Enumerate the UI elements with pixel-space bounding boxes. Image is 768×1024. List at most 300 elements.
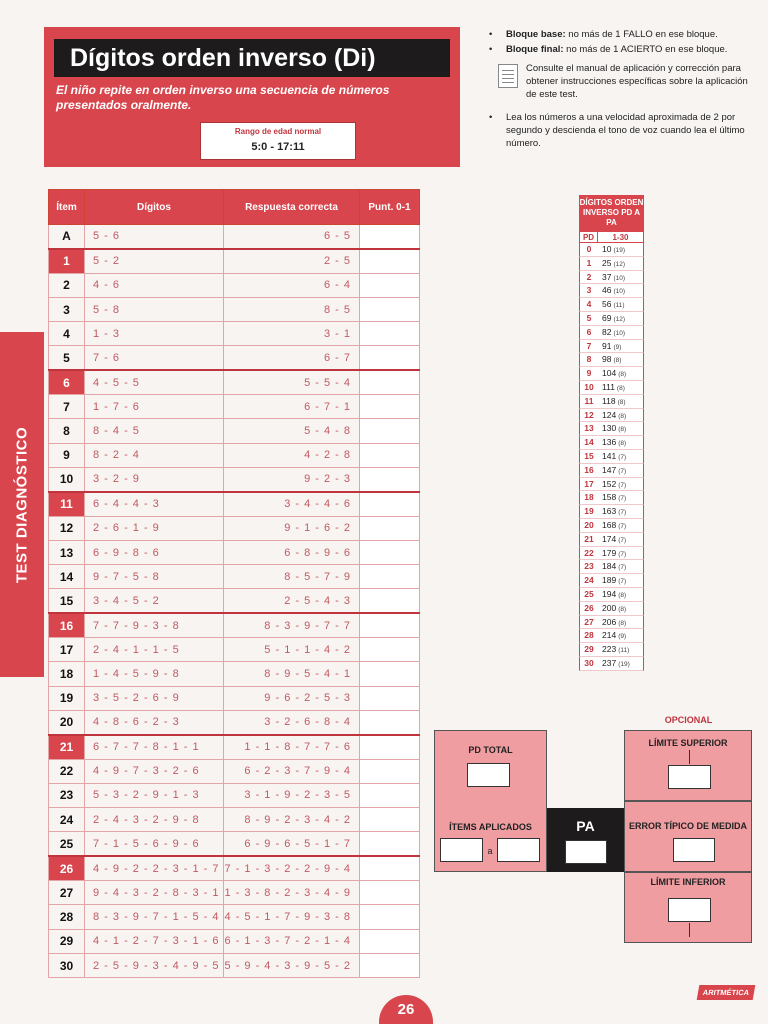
conversion-error: (7) — [618, 495, 627, 503]
conversion-pa: 189 — [602, 575, 617, 586]
conversion-row — [579, 326, 644, 340]
item-answer: 3 - 1 — [224, 322, 360, 346]
conversion-row — [579, 284, 644, 298]
conversion-error: (8) — [618, 605, 627, 613]
item-digits: 4 - 9 - 7 - 3 - 2 - 6 — [85, 759, 224, 783]
table-row — [49, 589, 420, 613]
item-score-field[interactable] — [360, 419, 420, 443]
conversion-pa-cell — [598, 450, 643, 463]
item-answer: 7 - 1 - 3 - 2 - 2 - 9 - 4 — [224, 856, 360, 880]
conversion-error: (8) — [618, 426, 627, 434]
item-answer: 9 - 2 - 3 — [224, 467, 360, 491]
limite-inferior-field[interactable] — [668, 898, 711, 922]
opcional-label: OPCIONAL — [664, 715, 713, 725]
table-row — [49, 419, 420, 443]
table-row — [49, 516, 420, 540]
pa-field[interactable] — [565, 840, 607, 864]
table-row — [49, 808, 420, 832]
conversion-pa: 124 — [602, 409, 617, 420]
conversion-row — [579, 574, 644, 588]
conversion-title: DÍGITOS ORDEN INVERSO PD A PA — [579, 195, 644, 231]
item-answer: 5 - 1 - 1 - 4 - 2 — [224, 638, 360, 662]
item-digits: 9 - 7 - 5 - 8 — [85, 565, 224, 589]
item-score-field[interactable] — [360, 249, 420, 273]
conversion-pd: 26 — [584, 602, 594, 613]
table-row — [49, 953, 420, 977]
page-title: Dígitos orden inverso (Di) — [54, 39, 450, 77]
item-score-field[interactable] — [360, 613, 420, 637]
table-row — [49, 881, 420, 905]
table-body — [49, 225, 420, 978]
table-row — [49, 273, 420, 297]
item-score-field[interactable] — [360, 467, 420, 491]
conversion-pd: 1 — [586, 257, 592, 268]
item-score-field[interactable] — [360, 589, 420, 613]
conversion-error: (7) — [618, 522, 627, 530]
conversion-pd: 25 — [584, 588, 594, 599]
item-number: 18 — [49, 662, 85, 686]
item-digits: 7 - 1 - 5 - 6 - 9 - 6 — [85, 832, 224, 856]
conversion-row — [579, 464, 644, 478]
note-manual — [486, 62, 756, 101]
conversion-pd: 15 — [584, 450, 594, 461]
item-score-field[interactable] — [360, 759, 420, 783]
conversion-pa-cell — [598, 560, 643, 573]
conversion-pd: 30 — [584, 657, 594, 668]
conversion-error: (8) — [618, 440, 627, 448]
item-answer: 6 - 1 - 3 - 7 - 2 - 1 - 4 — [224, 929, 360, 953]
conversion-row — [579, 353, 644, 367]
conversion-table — [579, 195, 644, 671]
item-score-field[interactable] — [360, 492, 420, 516]
item-number: 1 — [49, 249, 85, 273]
item-number: 7 — [49, 395, 85, 419]
item-score-field[interactable] — [360, 273, 420, 297]
item-digits: 9 - 4 - 3 - 2 - 8 - 3 - 1 — [85, 881, 224, 905]
conversion-pd: 20 — [584, 519, 594, 530]
item-digits: 5 - 6 — [85, 225, 224, 249]
conversion-pd: 3 — [586, 285, 592, 296]
table-row — [49, 492, 420, 516]
conversion-pd: 21 — [584, 533, 594, 544]
read-text: Lea los números a una velocidad aproximada de 2 por segundo y descienda el tono de voz cuando lea el último número. — [506, 112, 745, 149]
item-score-field[interactable] — [360, 686, 420, 710]
item-number: 4 — [49, 322, 85, 346]
conversion-error: (7) — [618, 453, 627, 461]
header-digits: Dígitos — [85, 190, 224, 225]
conversion-error: (12) — [613, 315, 626, 323]
conversion-row — [579, 505, 644, 519]
note-final — [486, 43, 756, 56]
item-score-field[interactable] — [360, 638, 420, 662]
conversion-row — [579, 243, 644, 257]
item-digits: 4 - 9 - 2 - 2 - 3 - 1 - 7 — [85, 856, 224, 880]
item-number: 10 — [49, 467, 85, 491]
item-number: 16 — [49, 613, 85, 637]
conversion-pd: 12 — [584, 409, 594, 420]
item-score-field[interactable] — [360, 565, 420, 589]
conversion-error: (19) — [613, 247, 626, 254]
conversion-row — [579, 629, 644, 643]
item-digits: 1 - 4 - 5 - 9 - 8 — [85, 662, 224, 686]
conversion-pa: 46 — [602, 285, 612, 296]
conversion-pa-cell — [598, 629, 643, 642]
items-from-field[interactable] — [440, 838, 483, 862]
table-row — [49, 905, 420, 929]
conversion-error: (8) — [618, 591, 627, 599]
item-score-field[interactable] — [360, 929, 420, 953]
item-score-field[interactable] — [360, 881, 420, 905]
items-aplicados-label: ÍTEMS APLICADOS — [449, 822, 532, 832]
item-answer: 6 - 2 - 3 - 7 - 9 - 4 — [224, 759, 360, 783]
conversion-row — [579, 312, 644, 326]
table-row — [49, 710, 420, 734]
pa-label: PA — [576, 818, 595, 834]
conversion-pa: 194 — [602, 588, 617, 599]
conversion-pa: 69 — [602, 312, 612, 323]
item-answer: 6 - 5 — [224, 225, 360, 249]
item-number: A — [49, 225, 85, 249]
table-row — [49, 322, 420, 346]
item-digits: 4 - 5 - 5 — [85, 370, 224, 394]
table-row — [49, 297, 420, 321]
instructions — [486, 28, 756, 152]
conversion-pa-cell — [598, 519, 643, 532]
conversion-row — [579, 547, 644, 561]
item-number: 3 — [49, 297, 85, 321]
table-row — [49, 783, 420, 807]
conversion-pa-cell — [598, 574, 643, 587]
item-answer: 3 - 4 - 4 - 6 — [224, 492, 360, 516]
table-row — [49, 856, 420, 880]
conversion-pa: 158 — [602, 492, 617, 503]
conversion-pa: 237 — [602, 657, 617, 668]
conversion-pa: 25 — [602, 257, 612, 268]
conversion-pa: 147 — [602, 464, 617, 475]
conversion-row — [579, 257, 644, 271]
item-number: 28 — [49, 905, 85, 929]
item-answer: 6 - 9 - 6 - 5 - 1 - 7 — [224, 832, 360, 856]
conversion-pa: 130 — [602, 423, 617, 434]
conversion-pa-cell — [598, 657, 643, 670]
conversion-pa-cell — [598, 464, 643, 477]
item-score-field[interactable] — [360, 370, 420, 394]
item-digits: 7 - 6 — [85, 346, 224, 370]
items-to-field[interactable] — [497, 838, 540, 862]
manual-text: Consulte el manual de aplicación y corrección para obtener instrucciones específicas sobre la aplicación de este test. — [526, 63, 748, 100]
conversion-row — [579, 436, 644, 450]
item-digits: 7 - 7 - 9 - 3 - 8 — [85, 613, 224, 637]
conversion-row — [579, 478, 644, 492]
conversion-error: (8) — [613, 357, 622, 365]
table-row — [49, 638, 420, 662]
items-table — [48, 189, 420, 978]
conversion-pa: 118 — [602, 395, 616, 406]
item-score-field[interactable] — [360, 297, 420, 321]
header-box — [44, 27, 460, 167]
conversion-row — [579, 616, 644, 630]
conversion-pd: 18 — [584, 492, 594, 503]
side-tab-label: TEST DIAGNÓSTICO — [13, 426, 31, 583]
item-digits: 5 - 2 — [85, 249, 224, 273]
conversion-pa-cell — [598, 533, 643, 546]
conversion-pa: 152 — [602, 478, 617, 489]
conversion-pd: 24 — [584, 575, 594, 586]
item-answer: 6 - 7 - 1 — [224, 395, 360, 419]
conversion-pd: 23 — [584, 561, 594, 572]
item-score-field[interactable] — [360, 735, 420, 759]
header-score: Punt. 0-1 — [360, 190, 420, 225]
item-number: 9 — [49, 443, 85, 467]
limite-superior-field[interactable] — [668, 765, 711, 789]
item-digits: 8 - 4 - 5 — [85, 419, 224, 443]
section-tag: ARITMÉTICA — [697, 985, 756, 1000]
conversion-row — [579, 519, 644, 533]
conversion-pa-cell — [598, 547, 643, 560]
conversion-error: (11) — [613, 302, 625, 310]
table-row — [49, 565, 420, 589]
conversion-pa: 136 — [602, 437, 617, 448]
conversion-row — [579, 602, 644, 616]
item-score-field[interactable] — [360, 540, 420, 564]
table-row — [49, 759, 420, 783]
item-digits: 4 - 8 - 6 - 2 - 3 — [85, 710, 224, 734]
item-score-field[interactable] — [360, 953, 420, 977]
final-label: Bloque final: — [506, 44, 564, 55]
error-tipico-label: ERROR TÍPICO DE MEDIDA — [628, 821, 747, 831]
conversion-pa-cell — [598, 505, 643, 518]
conversion-row — [579, 422, 644, 436]
item-score-field[interactable] — [360, 808, 420, 832]
item-digits: 1 - 3 — [85, 322, 224, 346]
conversion-error: (8) — [618, 619, 627, 627]
table-row — [49, 370, 420, 394]
item-answer: 6 - 4 — [224, 273, 360, 297]
item-digits: 2 - 6 - 1 - 9 — [85, 516, 224, 540]
item-digits: 6 - 4 - 4 - 3 — [85, 492, 224, 516]
conversion-pa-cell — [598, 616, 643, 629]
conversion-row — [579, 533, 644, 547]
item-digits: 8 - 3 - 9 - 7 - 1 - 5 - 4 — [85, 905, 224, 929]
item-digits: 8 - 2 - 4 — [85, 443, 224, 467]
conversion-pa: 56 — [602, 299, 612, 310]
conversion-pd: 2 — [586, 271, 592, 282]
item-answer: 8 - 3 - 9 - 7 - 7 — [224, 613, 360, 637]
conversion-error: (7) — [618, 536, 627, 544]
item-number: 22 — [49, 759, 85, 783]
conversion-pa-cell — [598, 284, 643, 297]
conversion-error: (7) — [618, 550, 627, 558]
conversion-row — [579, 367, 644, 381]
conversion-pd: 27 — [584, 616, 594, 627]
conversion-pa-cell — [598, 381, 643, 394]
conversion-error: (8) — [617, 398, 626, 406]
conversion-error: (9) — [613, 343, 622, 351]
item-number: 21 — [49, 735, 85, 759]
item-number: 19 — [49, 686, 85, 710]
manual-icon — [498, 64, 518, 88]
item-answer: 9 - 6 - 2 - 5 - 3 — [224, 686, 360, 710]
conversion-pd: 10 — [584, 381, 594, 392]
conversion-pd: 19 — [584, 506, 594, 517]
table-row — [49, 929, 420, 953]
table-row — [49, 443, 420, 467]
conversion-pa: 82 — [602, 326, 612, 337]
conversion-pa: 214 — [602, 630, 617, 641]
item-answer: 4 - 5 - 1 - 7 - 9 - 3 - 8 — [224, 905, 360, 929]
item-number: 12 — [49, 516, 85, 540]
conversion-error: (9) — [618, 633, 627, 641]
conversion-subheader — [579, 231, 644, 243]
conversion-error: (10) — [613, 329, 626, 337]
item-number: 15 — [49, 589, 85, 613]
table-header — [49, 190, 420, 225]
item-answer: 9 - 1 - 6 - 2 — [224, 516, 360, 540]
conversion-row — [579, 395, 644, 409]
arrow-down-icon — [689, 923, 690, 937]
item-number: 20 — [49, 710, 85, 734]
item-answer: 4 - 2 - 8 — [224, 443, 360, 467]
arrow-up-icon — [689, 750, 690, 764]
table-row — [49, 467, 420, 491]
item-digits: 4 - 6 — [85, 273, 224, 297]
note-base — [486, 28, 756, 41]
item-digits: 4 - 1 - 2 - 7 - 3 - 1 - 6 — [85, 929, 224, 953]
conversion-error: (7) — [618, 481, 627, 489]
conversion-pd: 28 — [584, 630, 594, 641]
item-answer: 8 - 9 - 5 - 4 - 1 — [224, 662, 360, 686]
item-answer: 8 - 5 — [224, 297, 360, 321]
item-answer: 3 - 1 - 9 - 2 - 3 - 5 — [224, 783, 360, 807]
item-number: 5 — [49, 346, 85, 370]
item-number: 6 — [49, 370, 85, 394]
table-row — [49, 686, 420, 710]
conversion-pd: 9 — [586, 368, 592, 379]
item-digits: 2 - 4 - 1 - 1 - 5 — [85, 638, 224, 662]
conversion-pa: 168 — [602, 519, 617, 530]
conversion-row — [579, 491, 644, 505]
item-score-field[interactable] — [360, 662, 420, 686]
age-range-value: 5:0 - 17:11 — [251, 141, 305, 153]
item-number: 26 — [49, 856, 85, 880]
conversion-row — [579, 588, 644, 602]
conversion-pa: 91 — [602, 340, 612, 351]
conversion-pa-cell — [598, 478, 643, 491]
item-number: 11 — [49, 492, 85, 516]
conversion-pd: 16 — [584, 464, 594, 475]
item-score-field[interactable] — [360, 395, 420, 419]
pd-total-label: PD TOTAL — [468, 745, 513, 755]
item-number: 2 — [49, 273, 85, 297]
item-digits: 3 - 4 - 5 - 2 — [85, 589, 224, 613]
item-digits: 3 - 2 - 9 — [85, 467, 224, 491]
conversion-pd: 8 — [586, 354, 592, 365]
conversion-pd: 29 — [584, 644, 594, 655]
pd-total-field[interactable] — [467, 763, 510, 787]
conversion-pd: 5 — [586, 312, 592, 323]
conversion-row — [579, 298, 644, 312]
item-score-field[interactable] — [360, 322, 420, 346]
conversion-pa: 98 — [602, 354, 612, 365]
item-score-field[interactable] — [360, 516, 420, 540]
header-answer: Respuesta correcta — [224, 190, 360, 225]
item-score-field[interactable] — [360, 832, 420, 856]
conversion-body — [579, 243, 644, 671]
items-a-label: a — [487, 846, 493, 856]
item-score-field[interactable] — [360, 710, 420, 734]
conversion-pd: 13 — [584, 423, 594, 434]
item-score-field[interactable] — [360, 856, 420, 880]
conversion-pa-cell — [598, 271, 643, 284]
conversion-pa: 141 — [602, 450, 617, 461]
final-text: no más de 1 ACIERTO en ese bloque. — [563, 44, 728, 55]
table-row — [49, 832, 420, 856]
conversion-error: (7) — [618, 509, 627, 517]
item-digits: 2 - 5 - 9 - 3 - 4 - 9 - 5 — [85, 953, 224, 977]
conversion-pa-cell — [598, 422, 643, 435]
item-digits: 6 - 9 - 8 - 6 — [85, 540, 224, 564]
conversion-pa-cell — [598, 367, 643, 380]
conversion-pa-cell — [598, 326, 643, 339]
item-answer: 5 - 4 - 8 — [224, 419, 360, 443]
conversion-error: (10) — [613, 288, 626, 296]
item-score-field[interactable] — [360, 783, 420, 807]
conversion-pa-cell — [598, 395, 643, 408]
item-answer: 1 - 3 - 8 - 2 - 3 - 4 - 9 — [224, 881, 360, 905]
base-label: Bloque base: — [506, 29, 566, 40]
conversion-pa: 111 — [602, 381, 615, 392]
item-score-field[interactable] — [360, 225, 420, 249]
item-score-field[interactable] — [360, 346, 420, 370]
item-digits: 1 - 7 - 6 — [85, 395, 224, 419]
limite-inferior-label: LÍMITE INFERIOR — [650, 877, 726, 887]
item-number: 29 — [49, 929, 85, 953]
item-digits: 5 - 8 — [85, 297, 224, 321]
item-score-field[interactable] — [360, 443, 420, 467]
item-answer: 6 - 7 — [224, 346, 360, 370]
conversion-row — [579, 409, 644, 423]
table-row — [49, 225, 420, 249]
item-digits: 5 - 3 - 2 - 9 - 1 - 3 — [85, 783, 224, 807]
error-tipico-field[interactable] — [673, 838, 715, 862]
conversion-pd: 7 — [586, 340, 592, 351]
conversion-pa: 200 — [602, 602, 617, 613]
conversion-pa-cell — [598, 312, 643, 325]
subtitle: El niño repite en orden inverso una secuencia de números presentados oralmente. — [56, 83, 390, 112]
conversion-pa: 104 — [602, 368, 617, 379]
table-row — [49, 662, 420, 686]
conversion-pa-cell — [598, 491, 643, 504]
note-read — [486, 111, 756, 150]
item-answer: 5 - 9 - 4 - 3 - 9 - 5 - 2 — [224, 953, 360, 977]
item-number: 25 — [49, 832, 85, 856]
item-answer: 6 - 8 - 9 - 6 — [224, 540, 360, 564]
item-answer: 2 - 5 — [224, 249, 360, 273]
item-number: 13 — [49, 540, 85, 564]
conversion-pa-cell — [598, 409, 643, 422]
conversion-row — [579, 450, 644, 464]
conversion-pa-cell — [598, 243, 643, 256]
item-number: 27 — [49, 881, 85, 905]
item-answer: 8 - 5 - 7 - 9 — [224, 565, 360, 589]
item-answer: 8 - 9 - 2 - 3 - 4 - 2 — [224, 808, 360, 832]
conversion-pa-cell — [598, 436, 643, 449]
conversion-row — [579, 657, 644, 671]
item-digits: 3 - 5 - 2 - 6 - 9 — [85, 686, 224, 710]
table-row — [49, 395, 420, 419]
item-number: 17 — [49, 638, 85, 662]
item-score-field[interactable] — [360, 905, 420, 929]
